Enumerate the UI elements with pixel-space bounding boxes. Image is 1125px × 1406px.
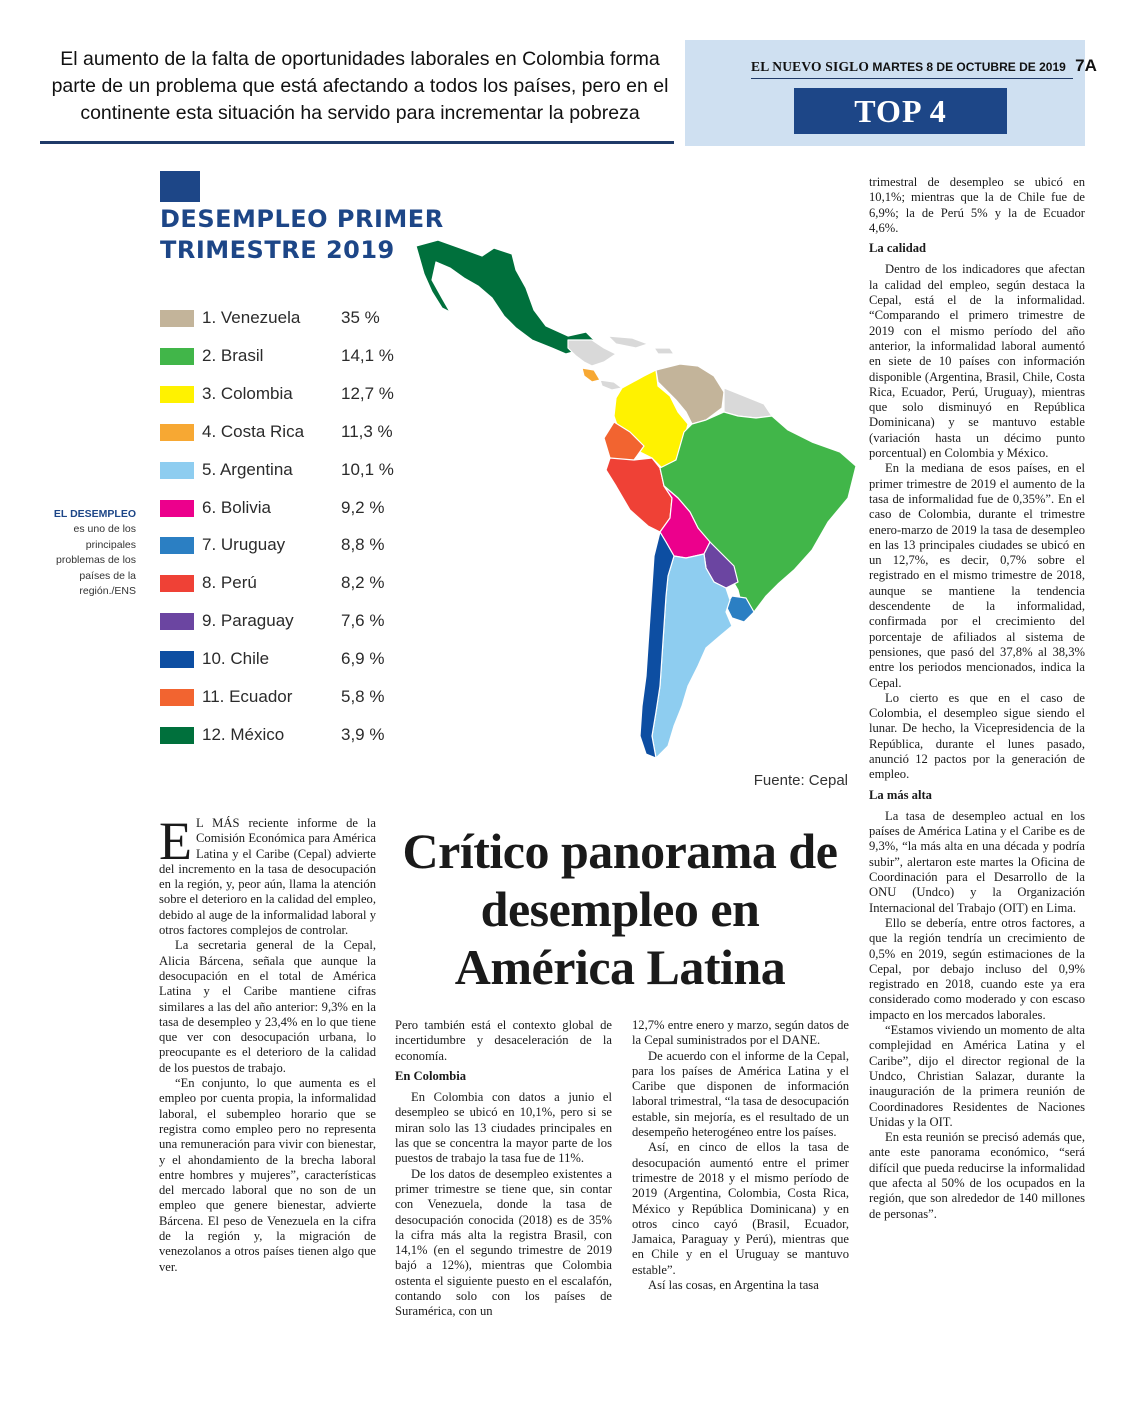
paragraph: En Colombia con datos a junio el desempleo se ubicó en 10,1%, pero si se miran solo las 13 ciudades principales en las que se concentra la mayor parte de los puestos de trabajo la tasa fue de 11%. bbox=[395, 1090, 612, 1166]
paragraph: “En conjunto, lo que aumenta es el empleo por cuenta propia, la informalidad laboral, el subempleo horario que se registra como empleo pero no representa una remuneración para vivir con bienestar, y el ahondamiento de la brecha laboral entre hombres y mujeres”, características del mercado laboral que no son de un empleo que genere bienestar, advierte Bárcena. El peso de Venezuela en la cifra de la región y, la migración de venezolanos a otros países tienen algo que ver. bbox=[159, 1076, 376, 1274]
legend-swatch bbox=[160, 424, 194, 441]
legend-country: 11. Ecuador bbox=[202, 687, 293, 706]
legend-value: 8,2 % bbox=[341, 573, 385, 593]
paragraph: Dentro de los indicadores que afectan la calidad del empleo, según destaca la Cepal, está el de la informalidad. “Comparando el primero trimestre de 2019 con el mismo período del año anterior, la informalidad laboral aumentó en siete de 10 países con información disponible (Argentina, Brasil, Chile, Costa Rica, Ecuador, Perú, Uruguay), mientras que solo disminuyó en República Dominicana) y se mantuvo estable (variación hasta un décimo punto porcentual) en Colombia y México. bbox=[869, 262, 1085, 461]
legend-value: 14,1 % bbox=[341, 345, 394, 365]
drop-cap: E bbox=[159, 811, 192, 871]
lead-paragraph bbox=[159, 811, 376, 938]
paper-info-line bbox=[751, 56, 1097, 78]
legend-value: 10,1 % bbox=[341, 459, 394, 479]
legend-item bbox=[160, 499, 420, 519]
legend-swatch bbox=[160, 386, 194, 403]
legend-swatch bbox=[160, 500, 194, 517]
legend-swatch bbox=[160, 651, 194, 668]
legend-swatch bbox=[160, 689, 194, 706]
legend-value: 35 % bbox=[341, 308, 380, 327]
photo-caption-head: EL DESEMPLEO bbox=[53, 508, 136, 520]
legend-country: 6. Bolivia bbox=[202, 497, 271, 517]
paragraph: De los datos de desempleo existentes a primer trimestre se tiene que, sin contar con Venezuela, donde la tasa de desocupación conocida (2018) es de 35% la cifra más alta la registra Brasil, con 14,1% (en el segundo trimestre de 2019 bajó a 12%), mientras que Colombia ostenta el siguiente puesto en el escalafón, contando solo con los países de Suramérica, con un bbox=[395, 1166, 612, 1319]
paragraph: En la mediana de esos países, en el primer trimestre de 2019 el aumento de la tasa de informalidad fue de 0,35%”. En el caso de Colombia, durante el trimestre enero-marzo de 2019 la tasa de desempleo en las 13 principales ciudades se ubicó en un 12,7%, es decir, 0,7% sobre el registrado en el mismo trimestre de 2018, aunque se mantiene la tendencia descendente de la informalidad, confirmada por el crecimiento del porcentaje de afiliados al sistema de pensiones, que pasó del 37,8% al 38,3% entre los periodos mencionados, indica la Cepal. bbox=[869, 461, 1085, 690]
legend-item bbox=[160, 726, 420, 746]
legend-item bbox=[160, 423, 420, 443]
paragraph: En esta reunión se precisó además que, ante este panorama económico, “será difícil que pueda reducirse la informalidad que afecta al 50% de los ocupados en la región, que son alrededor de 140 millones de personas”. bbox=[869, 1130, 1085, 1221]
legend-country: 2. Brasil bbox=[202, 345, 264, 365]
page-number: 7A bbox=[1075, 56, 1097, 75]
legend-value: 11,3 % bbox=[341, 421, 393, 441]
legend-swatch bbox=[160, 310, 194, 327]
article-headline: Crítico panorama de desempleo en América Latina bbox=[402, 823, 838, 995]
legend-item bbox=[160, 688, 420, 708]
subheading-la-calidad: La calidad bbox=[869, 241, 927, 256]
photo-caption-body: es uno de los principales problemas de los países de la región./ENS bbox=[56, 523, 136, 597]
map-region-costa-rica bbox=[582, 368, 600, 382]
map-region-caribbean bbox=[608, 336, 674, 354]
infographic-title: DESEMPLEO PRIMER TRIMESTRE 2019 bbox=[160, 205, 444, 264]
legend-swatch bbox=[160, 575, 194, 592]
legend-item bbox=[160, 612, 420, 632]
legend-swatch bbox=[160, 727, 194, 744]
kicker-summary: El aumento de la falta de oportunidades laborales en Colombia forma parte de un problema que está afectando a todos los países, pero en el continente esta situación ha servido para incrementar la pobreza bbox=[51, 48, 669, 124]
legend-item bbox=[160, 347, 420, 367]
issue-date: MARTES 8 DE OCTUBRE DE 2019 bbox=[872, 60, 1066, 74]
legend-country: 12. México bbox=[202, 724, 285, 744]
section-badge: TOP 4 bbox=[794, 88, 1007, 134]
legend-country: 8. Perú bbox=[202, 573, 257, 593]
paper-info-rule bbox=[751, 78, 1073, 79]
legend-value: 6,9 % bbox=[341, 649, 385, 669]
legend-country: 10. Chile bbox=[202, 649, 270, 669]
paragraph: Así las cosas, en Argentina la tasa bbox=[648, 1278, 819, 1293]
paragraph: 12,7% entre enero y marzo, según datos de la Cepal suministrados por el DANE. bbox=[632, 1018, 849, 1048]
article-column-3 bbox=[632, 1018, 849, 1293]
legend-item bbox=[160, 650, 420, 670]
latin-america-map bbox=[408, 236, 860, 768]
paragraph: La secretaria general de la Cepal, Alicia Bárcena, señala que aunque la desocupación en el total de América Latina y el Caribe mantiene cifras similares a las del año anterior: 9,3% en la tasa de desempleo y 23,4% en lo que tiene que ver con desocupación urbana, lo preocupante es el deterioro de la calidad de los puestos de trabajo. bbox=[159, 938, 376, 1075]
legend-country: 9. Paraguay bbox=[202, 611, 294, 631]
paragraph: Ello se debería, entre otros factores, a que la región tendría un crecimiento de 0,5% en 2019, según estimaciones de la Cepal, por debajo incluso del 0,9% registrado en 2018, cuando este ya era considerado como moderado y con escaso impacto en los mercados laborales. bbox=[869, 915, 1085, 1022]
legend-swatch bbox=[160, 348, 194, 365]
legend-swatch bbox=[160, 613, 194, 630]
legend-item bbox=[160, 385, 420, 405]
paragraph: “Estamos viviendo un momento de alta complejidad en América Latina y el Caribe”, dijo el director regional de la Undco, Christian Salazar, durante la inauguración de la primera reunión de Coordinadores Residentes de Naciones Unidas y la OIT. bbox=[869, 1023, 1085, 1129]
legend-item bbox=[160, 461, 420, 481]
legend-item bbox=[160, 309, 420, 329]
legend-value: 3,9 % bbox=[341, 724, 385, 744]
paragraph: Lo cierto es que en el caso de Colombia, el desempleo sigue siendo el lunar. De hecho, la Vicepresidencia de la República, durante el lunes pasado, anunció 12 pactos por la generación de empleo. bbox=[869, 690, 1085, 782]
legend-country: 3. Colombia bbox=[202, 383, 293, 403]
map-region-central-america bbox=[568, 340, 616, 366]
paragraph: Pero también está el contexto global de incertidumbre y desaceleración de la economía. bbox=[395, 1018, 612, 1063]
legend-value: 8,8 % bbox=[341, 535, 385, 555]
article-column-4 bbox=[869, 175, 1085, 1222]
lead-text: L MÁS reciente informe de la Comisión Económica para América Latina y el Caribe (Cepal) advierte del incremento en la tasa de desocupación en la región, y, peor aún, llama la atención sobre el deterioro en la calidad del empleo, debido al auge de la informalidad laboral y otros factores complejos de controlar. bbox=[159, 816, 376, 938]
newspaper-name: EL NUEVO SIGLO bbox=[751, 59, 870, 74]
legend-country: 4. Costa Rica bbox=[202, 421, 305, 441]
legend-country: 5. Argentina bbox=[202, 459, 293, 479]
legend-country: 1. Venezuela bbox=[202, 308, 301, 327]
infographic-marker bbox=[160, 171, 200, 202]
subheading-la-mas-alta: La más alta bbox=[869, 787, 932, 802]
paragraph: La tasa de desempleo actual en los países de América Latina y el Caribe es de 9,3%, “la más alta en una década y podría subir”, alertaron este martes la Oficina de Coordinación para el Desarrollo de la ONU (Undco) y la Organización Internacional del Trabajo (OIT) en Lima. bbox=[869, 808, 1085, 915]
paragraph: trimestral de desempleo se ubicó en 10,1%; mientras que la de Chile fue de 6,9%; la de Perú 5% y la de Ecuador 4,6%. bbox=[869, 175, 1085, 235]
legend-country: 7. Uruguay bbox=[202, 535, 286, 555]
legend-value: 5,8 % bbox=[341, 687, 385, 706]
legend-swatch bbox=[160, 462, 194, 479]
infographic-source: Fuente: Cepal bbox=[753, 772, 848, 789]
article-column-1 bbox=[159, 811, 376, 1275]
map-region-mexico bbox=[416, 240, 594, 354]
paragraph: Así, en cinco de ellos la tasa de desocupación aumentó entre el primer trimestre de 2018 y el mismo período de 2019 (Argentina, Colombia, Costa Rica, México y República Dominicana) y en otros cinco cayó (Brasil, Ecuador, Jamaica, Paraguay y Perú), mientras que en Chile y en el Uruguay se mantuvo estable”. bbox=[632, 1140, 849, 1277]
paragraph: De acuerdo con el informe de la Cepal, para los países de América Latina y el Caribe que disponen de información laboral trimestral, “la tasa de desocupación estable, sin mejoría, es el resultado de un desempeño heterogéneo entre los países. bbox=[632, 1048, 849, 1140]
subheading-en-colombia: En Colombia bbox=[395, 1068, 467, 1083]
legend-item bbox=[160, 536, 420, 556]
legend-value: 9,2 % bbox=[341, 497, 385, 517]
legend-swatch bbox=[160, 537, 194, 554]
legend-value: 12,7 % bbox=[341, 383, 394, 403]
legend-value: 7,6 % bbox=[341, 611, 385, 631]
map-region-panama bbox=[600, 380, 622, 390]
header-divider bbox=[40, 141, 674, 144]
legend-item bbox=[160, 574, 420, 594]
article-column-2 bbox=[395, 1018, 612, 1320]
